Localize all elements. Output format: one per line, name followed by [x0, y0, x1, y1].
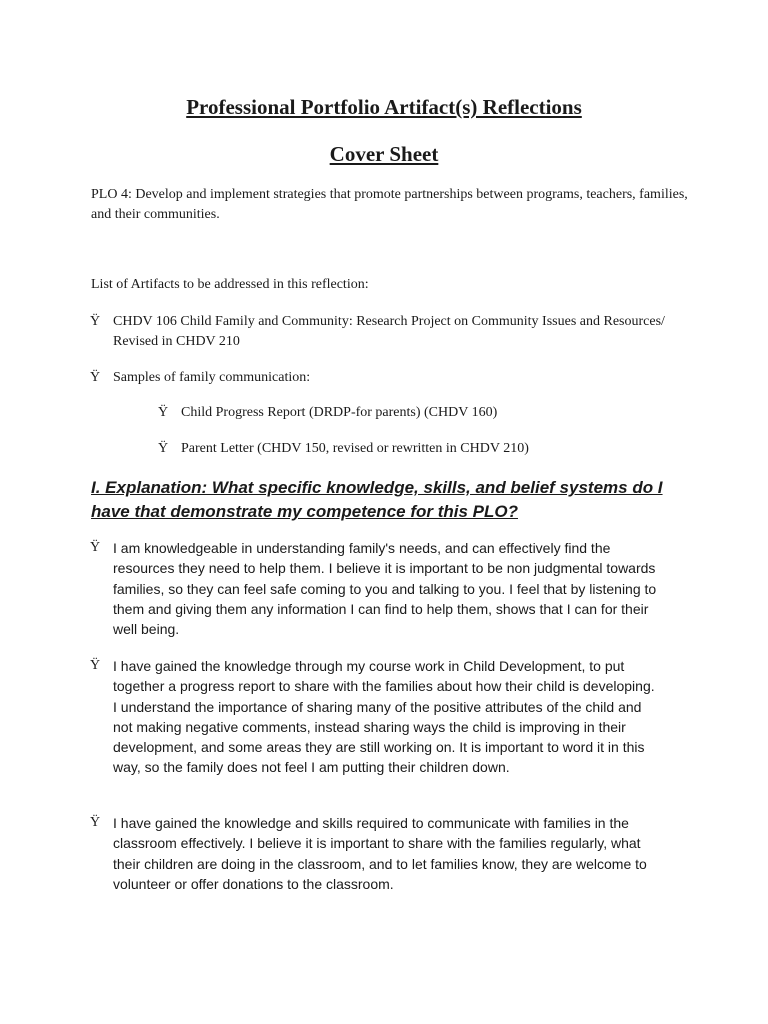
bullet-icon: Ÿ — [158, 441, 169, 456]
page-title: Professional Portfolio Artifact(s) Reflections — [186, 95, 582, 119]
explanation-item — [90, 538, 690, 642]
artifact-item — [90, 312, 690, 352]
bullet-icon: Ÿ — [90, 540, 101, 555]
sub-artifact-text: Child Progress Report (DRDP-for parents) (CHDV 160) — [181, 405, 498, 420]
sub-artifact-item — [158, 439, 678, 459]
explanation-item — [90, 656, 690, 802]
artifact-item — [90, 368, 690, 388]
artifact-text: CHDV 106 Child Family and Community: Research Project on Community Issues and Resources/ Revised in CHDV 210 — [113, 314, 665, 349]
bullet-icon: Ÿ — [90, 314, 101, 329]
explanation-text: I have gained the knowledge and skills required to communicate with families in the classroom effectively. I believe it is important to share with the families regularly, what their children are doing in the classroom, and to let families know, they are welcome to volunteer or offer donations to the classroom. — [113, 815, 647, 892]
bullet-icon: Ÿ — [90, 658, 101, 673]
explanation-text: I have gained the knowledge through my course work in Child Development, to put together a progress report to share with the families about how their child is developing. I understand the importance of sharing many of the positive attributes of the child and not making negative comments, instead sharing ways the child is improving in their development, and some areas they are still working on. It is important to word it in this way, so the family does not feel I am putting their children down. — [113, 658, 655, 776]
sub-artifact-item — [158, 403, 678, 423]
artifact-text: Samples of family communication: — [113, 370, 311, 385]
explanation-text: I am knowledgeable in understanding family's needs, and can effectively find the resources they need to help them. I believe it is important to be non judgmental towards families, so they can feel safe coming to you and talking to you. I feel that by listening to them and giving them any information I can find to help them, shows that I can for their well being. — [113, 540, 657, 638]
bullet-icon: Ÿ — [158, 405, 169, 420]
artifacts-intro: List of Artifacts to be addressed in this reflection: — [91, 277, 369, 292]
explanation-item — [90, 813, 690, 897]
plo-statement: PLO 4: Develop and implement strategies that promote partnerships between programs, teachers, families, and their communities. — [91, 187, 688, 222]
page-subtitle: Cover Sheet — [329, 142, 439, 166]
sub-artifact-text: Parent Letter (CHDV 150, revised or rewritten in CHDV 210) — [181, 441, 529, 456]
bullet-icon: Ÿ — [90, 815, 101, 830]
bullet-icon: Ÿ — [90, 370, 101, 385]
section-heading: I. Explanation: What specific knowledge, skills, and belief systems do I have that demonstrate my competence for this PLO? — [91, 478, 663, 521]
